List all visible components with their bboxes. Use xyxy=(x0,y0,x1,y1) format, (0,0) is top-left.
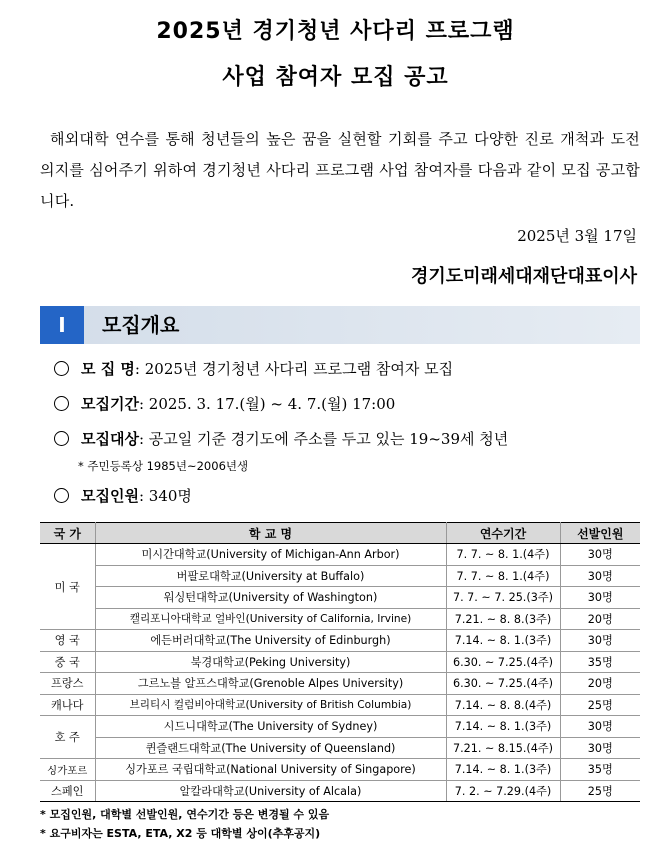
title-line-1: 2025년 경기청년 사다리 프로그램 xyxy=(156,19,515,44)
country-cell: 호 주 xyxy=(40,716,95,759)
period-cell: 7. 2. ~ 7.29.(4주) xyxy=(446,780,560,802)
period-cell: 7.21. ~ 8.15.(4주) xyxy=(446,737,560,759)
table-row xyxy=(40,651,640,673)
circle-bullet-icon xyxy=(54,361,69,376)
school-cell: 미시간대학교(University of Michigan-Ann Arbor) xyxy=(95,544,446,566)
period-cell: 7.14. ~ 8. 1.(3주) xyxy=(446,759,560,781)
table-row xyxy=(40,608,640,630)
school-cell: 퀸즐랜드대학교(The University of Queensland) xyxy=(95,737,446,759)
item-label: 모집인원 xyxy=(81,487,139,505)
period-cell: 7. 7. ~ 8. 1.(4주) xyxy=(446,544,560,566)
country-cell: 스페인 xyxy=(40,780,95,802)
period-cell: 7.14. ~ 8. 1.(3주) xyxy=(446,630,560,652)
header-school: 학 교 명 xyxy=(95,523,446,544)
section-title: 모집개요 xyxy=(102,313,180,337)
header-count: 선발인원 xyxy=(560,523,640,544)
school-cell: 에든버러대학교(The University of Edinburgh) xyxy=(95,630,446,652)
header-period: 연수기간 xyxy=(446,523,560,544)
intro-paragraph: 해외대학 연수를 통해 청년들의 높은 꿈을 실현할 기회를 주고 다양한 진로 개척과 도전 의지를 심어주기 위하여 경기청년 사다리 프로그램 사업 참여자를 다음과 같이 모집 공고합니다. xyxy=(40,130,640,210)
period-cell: 6.30. ~ 7.25.(4주) xyxy=(446,673,560,695)
country-cell: 프랑스 xyxy=(40,673,95,695)
school-cell: 캘리포니아대학교 얼바인(University of California, Irvine) xyxy=(95,608,446,630)
count-cell: 30명 xyxy=(560,716,640,738)
count-cell: 20명 xyxy=(560,673,640,695)
table-row xyxy=(40,716,640,738)
period-cell: 7.14. ~ 8. 8.(4주) xyxy=(446,694,560,716)
circle-bullet-icon xyxy=(54,431,69,446)
title-line-2: 사업 참여자 모집 공고 xyxy=(222,65,449,90)
circle-bullet-icon xyxy=(54,396,69,411)
country-cell: 싱가포르 xyxy=(40,759,95,781)
target-note: * 주민등록상 1985년~2006년생 xyxy=(78,459,249,473)
item-recruit-target xyxy=(54,428,508,449)
table-row xyxy=(40,759,640,781)
item-value: : 340명 xyxy=(138,487,192,505)
count-cell: 30명 xyxy=(560,737,640,759)
school-cell: 북경대학교(Peking University) xyxy=(95,651,446,673)
header-country: 국 가 xyxy=(40,523,95,544)
count-cell: 30명 xyxy=(560,630,640,652)
item-label: 모집대상 xyxy=(81,430,139,448)
table-header-row xyxy=(40,523,640,544)
footnote-2: * 요구비자는 ESTA, ETA, X2 등 대학별 상이(추후공지) xyxy=(40,827,321,840)
item-value: : 2025년 경기청년 사다리 프로그램 참여자 모집 xyxy=(134,360,454,378)
item-label: 모 집 명 xyxy=(81,360,135,378)
table-row xyxy=(40,544,640,566)
period-cell: 7.14. ~ 8. 1.(3주) xyxy=(446,716,560,738)
count-cell: 25명 xyxy=(560,780,640,802)
section-number: Ⅰ xyxy=(40,306,84,344)
item-value: : 공고일 기준 경기도에 주소를 두고 있는 19~39세 청년 xyxy=(138,430,509,448)
period-cell: 6.30. ~ 7.25.(4주) xyxy=(446,651,560,673)
period-cell: 7.21. ~ 8. 8.(3주) xyxy=(446,608,560,630)
school-cell: 싱가포르 국립대학교(National University of Singapore) xyxy=(95,759,446,781)
country-cell: 영 국 xyxy=(40,630,95,652)
school-cell: 그르노블 알프스대학교(Grenoble Alpes University) xyxy=(95,673,446,695)
count-cell: 30명 xyxy=(560,587,640,609)
count-cell: 35명 xyxy=(560,759,640,781)
item-recruit-count xyxy=(54,485,192,506)
table-row xyxy=(40,737,640,759)
table-row xyxy=(40,565,640,587)
item-recruit-name xyxy=(54,358,453,379)
school-cell: 알칼라대학교(University of Alcala) xyxy=(95,780,446,802)
count-cell: 35명 xyxy=(560,651,640,673)
table-row xyxy=(40,673,640,695)
section-header xyxy=(40,306,640,344)
program-table xyxy=(40,522,640,802)
footnote-1: * 모집인원, 대학별 선발인원, 연수기간 등은 변경될 수 있음 xyxy=(40,808,330,821)
table-row xyxy=(40,780,640,802)
school-cell: 워싱턴대학교(University of Washington) xyxy=(95,587,446,609)
period-cell: 7. 7. ~ 8. 1.(4주) xyxy=(446,565,560,587)
country-cell: 미 국 xyxy=(40,544,95,630)
school-cell: 버팔로대학교(University at Buffalo) xyxy=(95,565,446,587)
count-cell: 20명 xyxy=(560,608,640,630)
period-cell: 7. 7. ~ 7. 25.(3주) xyxy=(446,587,560,609)
country-cell: 캐나다 xyxy=(40,694,95,716)
table-row xyxy=(40,587,640,609)
count-cell: 30명 xyxy=(560,544,640,566)
announcement-date: 2025년 3월 17일 xyxy=(517,227,637,245)
school-cell: 브리티시 컬럼비아대학교(University of British Columbia) xyxy=(95,694,446,716)
item-label: 모집기간 xyxy=(81,395,139,413)
school-cell: 시드니대학교(The University of Sydney) xyxy=(95,716,446,738)
circle-bullet-icon xyxy=(54,488,69,503)
item-recruit-period xyxy=(54,393,395,414)
count-cell: 25명 xyxy=(560,694,640,716)
item-value: : 2025. 3. 17.(월) ~ 4. 7.(월) 17:00 xyxy=(138,395,396,413)
count-cell: 30명 xyxy=(560,565,640,587)
table-row xyxy=(40,694,640,716)
table-row xyxy=(40,630,640,652)
organization-name: 경기도미래세대재단대표이사 xyxy=(410,266,637,287)
country-cell: 중 국 xyxy=(40,651,95,673)
